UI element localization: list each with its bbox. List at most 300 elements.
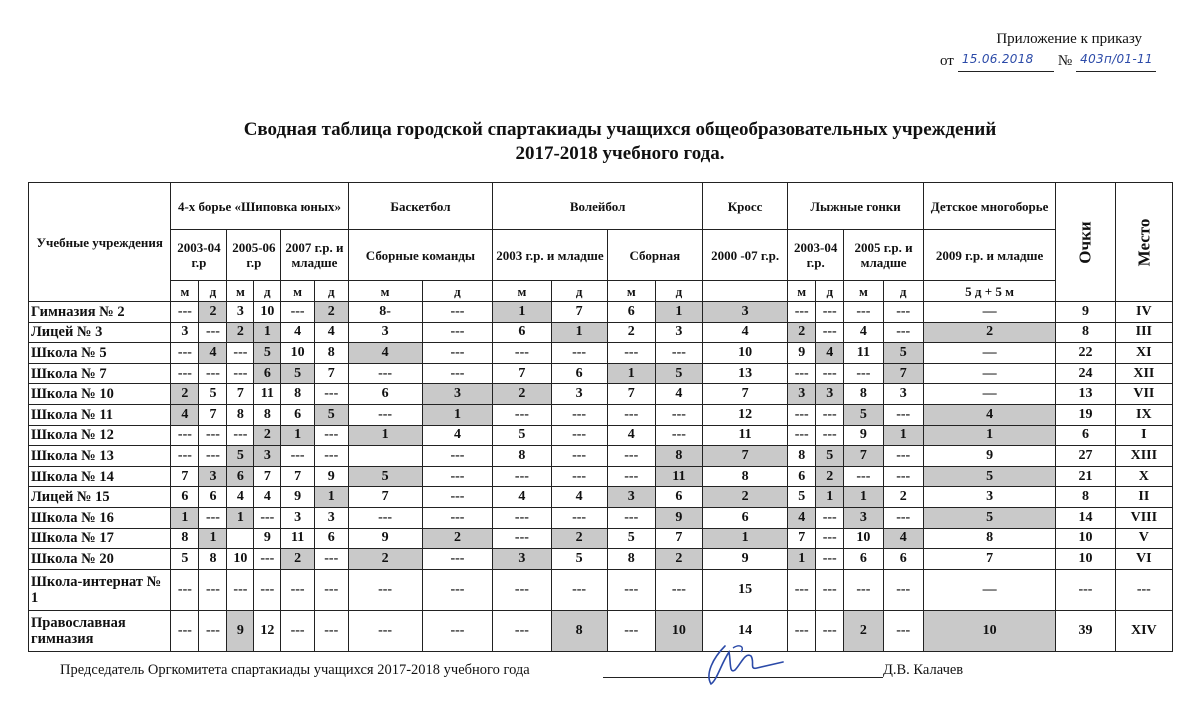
title-line-1: Сводная таблица городской спартакиады учащихся общеобразовательных учреждений xyxy=(243,119,997,140)
kids-formula: 5 д + 5 м xyxy=(923,281,1055,302)
result-cell: 11 xyxy=(281,528,315,549)
gender-row xyxy=(29,281,1173,302)
result-cell: 9 xyxy=(702,549,787,570)
result-cell: 4 xyxy=(551,487,607,508)
result-cell: 4 xyxy=(493,487,551,508)
table-row xyxy=(29,528,1173,549)
result-cell: --- xyxy=(199,363,227,384)
institution-name: Школа № 7 xyxy=(29,363,171,384)
result-cell: 6 xyxy=(551,363,607,384)
result-cell: --- xyxy=(883,446,923,467)
points-cell: 13 xyxy=(1056,384,1115,405)
result-cell: 2 xyxy=(883,487,923,508)
result-cell: --- xyxy=(883,404,923,425)
place-cell: X xyxy=(1115,466,1172,487)
result-cell: 4 xyxy=(254,487,281,508)
result-cell: 4 xyxy=(788,507,816,528)
result-cell: --- xyxy=(655,343,702,364)
result-cell: 1 xyxy=(655,302,702,323)
result-cell: 11 xyxy=(702,425,787,446)
table-row xyxy=(29,569,1173,610)
sub-s1: 2003-04 г.р. xyxy=(788,230,844,281)
result-cell: 7 xyxy=(923,549,1055,570)
points-cell: 24 xyxy=(1056,363,1115,384)
result-cell: 5 xyxy=(281,363,315,384)
result-cell: 4 xyxy=(171,404,199,425)
order-number: 403п/01-11 xyxy=(1080,52,1153,66)
result-cell: 2 xyxy=(493,384,551,405)
result-cell: --- xyxy=(551,343,607,364)
table-row xyxy=(29,466,1173,487)
result-cell: 10 xyxy=(655,610,702,651)
result-cell: 6 xyxy=(281,404,315,425)
result-cell: --- xyxy=(227,425,254,446)
number-label: № xyxy=(1057,53,1073,69)
place-cell: XI xyxy=(1115,343,1172,364)
result-cell: 9 xyxy=(655,507,702,528)
result-cell: 8 xyxy=(493,446,551,467)
group-ski: Лыжные гонки xyxy=(788,183,924,230)
gender-d-8: д xyxy=(883,281,923,302)
result-cell: 3 xyxy=(923,487,1055,508)
result-cell: 3 xyxy=(348,322,422,343)
sub-k1: 2009 г.р. и младше xyxy=(923,230,1055,281)
result-cell: 7 xyxy=(199,404,227,425)
result-cell: 5 xyxy=(493,425,551,446)
institution-name: Лицей № 15 xyxy=(29,487,171,508)
table-row xyxy=(29,507,1173,528)
result-cell: --- xyxy=(199,322,227,343)
result-cell: 1 xyxy=(702,528,787,549)
result-cell: 3 xyxy=(422,384,493,405)
result-cell: 7 xyxy=(607,384,655,405)
result-cell: --- xyxy=(816,302,844,323)
result-cell: --- xyxy=(551,446,607,467)
institution-name: Школа № 16 xyxy=(29,507,171,528)
gender-m-7: м xyxy=(788,281,816,302)
result-cell: 7 xyxy=(883,363,923,384)
result-cell: --- xyxy=(227,569,254,610)
result-cell: — xyxy=(923,343,1055,364)
result-cell: 9 xyxy=(254,528,281,549)
result-cell: --- xyxy=(227,343,254,364)
result-cell: 10 xyxy=(844,528,883,549)
result-cell: --- xyxy=(199,425,227,446)
result-cell: 4 xyxy=(923,404,1055,425)
result-cell: --- xyxy=(422,322,493,343)
result-cell: 8 xyxy=(199,549,227,570)
result-cell: --- xyxy=(844,466,883,487)
result-cell: 2 xyxy=(199,302,227,323)
result-cell: 7 xyxy=(788,528,816,549)
result-cell: 10 xyxy=(923,610,1055,651)
result-cell: --- xyxy=(551,507,607,528)
result-cell: 2 xyxy=(348,549,422,570)
result-cell: 1 xyxy=(788,549,816,570)
group-volleyball: Волейбол xyxy=(493,183,703,230)
result-cell: 4 xyxy=(227,487,254,508)
result-cell: 7 xyxy=(702,384,787,405)
results-table xyxy=(28,182,1173,652)
result-cell: 8 xyxy=(702,466,787,487)
result-cell: 2 xyxy=(551,528,607,549)
result-cell: — xyxy=(923,363,1055,384)
result-cell: --- xyxy=(493,569,551,610)
result-cell: --- xyxy=(422,610,493,651)
result-cell: 5 xyxy=(788,487,816,508)
result-cell: --- xyxy=(607,446,655,467)
institution-name: Школа № 11 xyxy=(29,404,171,425)
points-cell: 27 xyxy=(1056,446,1115,467)
result-cell: --- xyxy=(171,363,199,384)
result-cell: 3 xyxy=(788,384,816,405)
result-cell: --- xyxy=(314,549,348,570)
result-cell: 2 xyxy=(923,322,1055,343)
result-cell: --- xyxy=(493,610,551,651)
result-cell: — xyxy=(923,302,1055,323)
result-cell: --- xyxy=(422,487,493,508)
result-cell: 4 xyxy=(844,322,883,343)
result-cell: --- xyxy=(422,507,493,528)
table-row xyxy=(29,446,1173,467)
result-cell: --- xyxy=(314,446,348,467)
result-cell: 7 xyxy=(348,487,422,508)
sub-m3: 2007 г.р. и младше xyxy=(281,230,348,281)
result-cell: 2 xyxy=(788,322,816,343)
result-cell: 8 xyxy=(923,528,1055,549)
result-cell: 6 xyxy=(702,507,787,528)
result-cell: 4 xyxy=(348,343,422,364)
result-cell: --- xyxy=(493,466,551,487)
result-cell: 4 xyxy=(702,322,787,343)
result-cell: 4 xyxy=(314,322,348,343)
result-cell: --- xyxy=(788,610,816,651)
result-cell: --- xyxy=(788,569,816,610)
result-cell: 11 xyxy=(844,343,883,364)
result-cell: --- xyxy=(199,507,227,528)
appendix-label: Приложение к приказу xyxy=(996,31,1142,47)
result-cell: 8 xyxy=(844,384,883,405)
result-cell: — xyxy=(923,384,1055,405)
result-cell: --- xyxy=(816,404,844,425)
result-cell: --- xyxy=(607,404,655,425)
result-cell: --- xyxy=(607,343,655,364)
group-mnogoborye: 4-х борье «Шиповка юных» xyxy=(171,183,348,230)
table-row xyxy=(29,549,1173,570)
sub-m2: 2005-06 г.р xyxy=(227,230,281,281)
result-cell: 1 xyxy=(171,507,199,528)
place-cell: III xyxy=(1115,322,1172,343)
order-number-field xyxy=(1076,53,1156,72)
result-cell: --- xyxy=(422,302,493,323)
points-cell: 21 xyxy=(1056,466,1115,487)
result-cell: --- xyxy=(314,610,348,651)
result-cell: 7 xyxy=(655,528,702,549)
result-cell: 6 xyxy=(227,466,254,487)
result-cell: --- xyxy=(422,363,493,384)
result-cell: 1 xyxy=(607,363,655,384)
result-cell: 1 xyxy=(493,302,551,323)
gender-m-1: м xyxy=(227,281,254,302)
place-cell: VII xyxy=(1115,384,1172,405)
result-cell: --- xyxy=(254,569,281,610)
col-points: Очки xyxy=(1056,183,1115,302)
result-cell: --- xyxy=(171,446,199,467)
result-cell: 8- xyxy=(348,302,422,323)
result-cell: --- xyxy=(883,302,923,323)
result-cell: 4 xyxy=(883,528,923,549)
result-cell: 3 xyxy=(816,384,844,405)
place-cell: XII xyxy=(1115,363,1172,384)
institution-name: Лицей № 3 xyxy=(29,322,171,343)
gender-m-0: м xyxy=(171,281,199,302)
result-cell: --- xyxy=(422,446,493,467)
result-cell: --- xyxy=(844,363,883,384)
result-cell: --- xyxy=(844,302,883,323)
points-cell: 14 xyxy=(1056,507,1115,528)
result-cell: --- xyxy=(788,425,816,446)
result-cell: 6 xyxy=(493,322,551,343)
result-cell: 3 xyxy=(883,384,923,405)
result-cell: --- xyxy=(281,569,315,610)
result-cell: --- xyxy=(314,425,348,446)
place-cell: IX xyxy=(1115,404,1172,425)
result-cell: --- xyxy=(199,610,227,651)
result-cell: 1 xyxy=(551,322,607,343)
result-cell: --- xyxy=(816,425,844,446)
institution-name: Гимназия № 2 xyxy=(29,302,171,323)
result-cell: --- xyxy=(816,549,844,570)
gender-d-1: д xyxy=(254,281,281,302)
result-cell: --- xyxy=(348,569,422,610)
result-cell: --- xyxy=(314,569,348,610)
result-cell: 11 xyxy=(655,466,702,487)
result-cell: --- xyxy=(607,569,655,610)
result-cell: 1 xyxy=(422,404,493,425)
result-cell: --- xyxy=(171,302,199,323)
table-row xyxy=(29,363,1173,384)
result-cell: --- xyxy=(655,425,702,446)
result-cell: --- xyxy=(348,363,422,384)
footer xyxy=(60,662,1160,684)
gender-m-2: м xyxy=(281,281,315,302)
gender-cross-empty xyxy=(702,281,787,302)
result-cell: --- xyxy=(844,569,883,610)
result-cell: --- xyxy=(816,569,844,610)
result-cell: --- xyxy=(493,404,551,425)
from-label: от xyxy=(940,53,954,69)
group-cross: Кросс xyxy=(702,183,787,230)
result-cell: --- xyxy=(254,507,281,528)
result-cell: 5 xyxy=(254,343,281,364)
table-row xyxy=(29,302,1173,323)
result-cell: 3 xyxy=(607,487,655,508)
points-cell: 10 xyxy=(1056,528,1115,549)
result-cell: 3 xyxy=(702,302,787,323)
result-cell: --- xyxy=(422,466,493,487)
result-cell: --- xyxy=(493,507,551,528)
result-cell: 3 xyxy=(254,446,281,467)
result-cell: --- xyxy=(816,507,844,528)
gender-d-7: д xyxy=(816,281,844,302)
result-cell: 7 xyxy=(551,302,607,323)
place-cell: VI xyxy=(1115,549,1172,570)
result-cell: --- xyxy=(883,507,923,528)
result-cell: 15 xyxy=(702,569,787,610)
result-cell: --- xyxy=(816,322,844,343)
place-cell: IV xyxy=(1115,302,1172,323)
institution-name: Школа № 17 xyxy=(29,528,171,549)
result-cell: 2 xyxy=(816,466,844,487)
result-cell: 9 xyxy=(923,446,1055,467)
table-row xyxy=(29,343,1173,364)
result-cell: --- xyxy=(348,507,422,528)
sub-s2: 2005 г.р. и младше xyxy=(844,230,924,281)
result-cell: --- xyxy=(422,569,493,610)
place-cell: --- xyxy=(1115,569,1172,610)
result-cell: --- xyxy=(551,425,607,446)
institution-name: Школа № 5 xyxy=(29,343,171,364)
order-date: 15.06.2018 xyxy=(961,52,1034,66)
result-cell: 5 xyxy=(227,446,254,467)
group-kids: Детское многоборье xyxy=(923,183,1055,230)
result-cell: --- xyxy=(171,610,199,651)
result-cell: 8 xyxy=(788,446,816,467)
result-cell: 3 xyxy=(493,549,551,570)
result-cell: --- xyxy=(493,343,551,364)
result-cell: 6 xyxy=(314,528,348,549)
result-cell: --- xyxy=(816,363,844,384)
result-cell: --- xyxy=(551,404,607,425)
result-cell: 3 xyxy=(227,302,254,323)
result-cell: --- xyxy=(314,384,348,405)
col-institution: Учебные учреждения xyxy=(29,183,171,302)
result-cell: 9 xyxy=(314,466,348,487)
chairman-name: Д.В. Калачев xyxy=(883,662,964,678)
result-cell: 1 xyxy=(844,487,883,508)
institution-name: Школа № 13 xyxy=(29,446,171,467)
result-cell: --- xyxy=(607,466,655,487)
result-cell: --- xyxy=(281,610,315,651)
result-cell: 2 xyxy=(422,528,493,549)
gender-m-4: м xyxy=(493,281,551,302)
result-cell xyxy=(348,446,422,467)
result-cell: 4 xyxy=(422,425,493,446)
result-cell: 13 xyxy=(702,363,787,384)
result-cell: 7 xyxy=(254,466,281,487)
place-cell: I xyxy=(1115,425,1172,446)
result-cell: --- xyxy=(551,569,607,610)
result-cell: 2 xyxy=(607,322,655,343)
result-cell: --- xyxy=(348,404,422,425)
result-cell: --- xyxy=(788,302,816,323)
institution-name: Православная гимназия xyxy=(29,610,171,651)
result-cell: 9 xyxy=(227,610,254,651)
points-cell: 6 xyxy=(1056,425,1115,446)
institution-name: Школа-интернат № 1 xyxy=(29,569,171,610)
result-cell: 11 xyxy=(254,384,281,405)
result-cell: 1 xyxy=(254,322,281,343)
result-cell: 1 xyxy=(816,487,844,508)
table-row xyxy=(29,610,1173,651)
order-date-field xyxy=(958,53,1054,72)
result-cell: 8 xyxy=(281,384,315,405)
result-cell: --- xyxy=(883,322,923,343)
points-cell: --- xyxy=(1056,569,1115,610)
result-cell: 5 xyxy=(199,384,227,405)
table-body xyxy=(29,302,1173,652)
result-cell: 6 xyxy=(254,363,281,384)
result-cell: 8 xyxy=(254,404,281,425)
result-cell: 10 xyxy=(227,549,254,570)
result-cell: 2 xyxy=(281,549,315,570)
result-cell: 7 xyxy=(227,384,254,405)
result-cell: 2 xyxy=(254,425,281,446)
result-cell: 1 xyxy=(314,487,348,508)
result-cell: 3 xyxy=(551,384,607,405)
result-cell: --- xyxy=(281,446,315,467)
result-cell: --- xyxy=(788,404,816,425)
result-cell: 10 xyxy=(254,302,281,323)
result-cell: --- xyxy=(883,610,923,651)
result-cell: 5 xyxy=(348,466,422,487)
result-cell: 2 xyxy=(314,302,348,323)
result-cell: --- xyxy=(171,569,199,610)
result-cell: 5 xyxy=(607,528,655,549)
result-cell: 3 xyxy=(314,507,348,528)
result-cell: 8 xyxy=(227,404,254,425)
result-cell: 7 xyxy=(171,466,199,487)
result-cell: 2 xyxy=(227,322,254,343)
points-cell: 10 xyxy=(1056,549,1115,570)
result-cell: --- xyxy=(171,343,199,364)
result-cell: --- xyxy=(227,363,254,384)
result-cell: 10 xyxy=(281,343,315,364)
sub-v2: Сборная xyxy=(607,230,702,281)
result-cell: 3 xyxy=(199,466,227,487)
points-cell: 8 xyxy=(1056,322,1115,343)
result-cell: 4 xyxy=(607,425,655,446)
result-cell: 5 xyxy=(171,549,199,570)
result-cell: 5 xyxy=(883,343,923,364)
result-cell: 2 xyxy=(844,610,883,651)
result-cell: 3 xyxy=(844,507,883,528)
result-cell: 8 xyxy=(655,446,702,467)
result-cell: --- xyxy=(816,528,844,549)
result-cell: — xyxy=(923,569,1055,610)
group-basketball: Баскетбол xyxy=(348,183,493,230)
result-cell: 1 xyxy=(883,425,923,446)
result-cell: --- xyxy=(816,610,844,651)
result-cell: 9 xyxy=(788,343,816,364)
gender-m-8: м xyxy=(844,281,883,302)
points-cell: 22 xyxy=(1056,343,1115,364)
points-cell: 8 xyxy=(1056,487,1115,508)
gender-d-5: д xyxy=(655,281,702,302)
result-cell: --- xyxy=(883,569,923,610)
result-cell: 1 xyxy=(227,507,254,528)
points-cell: 19 xyxy=(1056,404,1115,425)
result-cell: 4 xyxy=(199,343,227,364)
result-cell: 6 xyxy=(788,466,816,487)
gender-m-3: м xyxy=(348,281,422,302)
points-cell: 39 xyxy=(1056,610,1115,651)
order-line xyxy=(940,50,1160,72)
result-cell: --- xyxy=(422,549,493,570)
result-cell: 7 xyxy=(314,363,348,384)
result-cell: 4 xyxy=(281,322,315,343)
sub-v1: 2003 г.р. и младше xyxy=(493,230,607,281)
